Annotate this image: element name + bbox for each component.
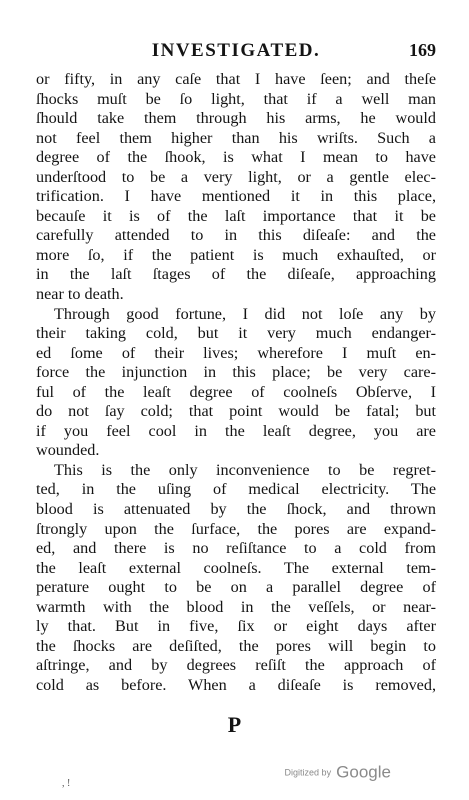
text-line: near to death.: [36, 285, 124, 304]
text-line: degree of the ſhook, is what I mean to have: [36, 148, 436, 167]
text-line: ted, in the uſing of medical electricity. The: [36, 480, 436, 499]
text-line: their taking cold, but it very much endanger-: [36, 324, 436, 343]
text-line: blood is attenuated by the ſhock, and thrown: [36, 500, 436, 519]
text-line: underſtood to be a very light, or a gentle elec-: [36, 167, 436, 186]
text-line: or fifty, in any caſe that I have ſeen; and theſe: [36, 70, 436, 88]
text-line: Through good fortune, I did not loſe any by: [54, 304, 436, 323]
running-head-title: INVESTIGATED.: [151, 40, 321, 61]
page-number: 169: [409, 40, 436, 60]
digitized-watermark: [285, 762, 391, 783]
text-line: if you feel cool in the leaſt degree, you are: [36, 421, 436, 440]
text-line: warmth with the blood in the veſſels, or near-: [36, 597, 436, 616]
text-line: ſtrongly upon the ſurface, the pores are expand-: [36, 519, 436, 538]
text-line: force the injunction in this place; be very care-: [36, 363, 436, 382]
body-text: [36, 70, 436, 696]
text-line: the leaſt external coolneſs. The external tem-: [36, 558, 436, 577]
text-line: becauſe it is of the laſt importance that it be: [36, 206, 436, 225]
text-line: cold as before. When a diſeaſe is removed,: [36, 675, 436, 694]
text-line: ed ſome of their lives; wherefore I muſt en-: [36, 343, 436, 362]
text-line: trification. I have mentioned it in this place,: [36, 187, 436, 206]
text-line: do not ſay cold; that point would be fatal; but: [36, 402, 436, 421]
text-line: ly that. But in five, ſix or eight days after: [36, 617, 436, 636]
watermark-brand: Google: [336, 762, 391, 782]
text-line: ful of the leaſt degree of coolneſs Obſerve, I: [36, 382, 436, 401]
text-line: ſhocks muſt be ſo light, that if a well man: [36, 89, 436, 108]
text-line: in the laſt ſtages of the diſeaſe, approaching: [36, 265, 436, 284]
text-line: carefully attended to in this diſeaſe: and the: [36, 226, 436, 245]
text-line: wounded.: [36, 441, 100, 460]
text-line: This is the only inconvenience to be regret-: [54, 460, 436, 479]
text-line: ed, and there is no reſiſtance to a cold from: [36, 539, 436, 558]
running-head: [36, 40, 436, 64]
text-line: ſhould take them through his arms, he would: [36, 109, 436, 128]
text-line: aſtringe, and by degrees reſiſt the approach of: [36, 656, 436, 675]
text-line: perature ought to be on a parallel degree of: [36, 578, 436, 597]
text-line: not feel them higher than his wriſts. Such a: [36, 128, 436, 147]
text-line: more ſo, if the patient is much exhauſted, or: [36, 245, 436, 264]
watermark-prefix: Digitized by: [284, 767, 332, 778]
signature-mark: P: [227, 712, 242, 737]
text-line: the ſhocks are deſiſted, the pores will begin to: [36, 636, 436, 655]
stray-mark: , !: [62, 778, 71, 789]
